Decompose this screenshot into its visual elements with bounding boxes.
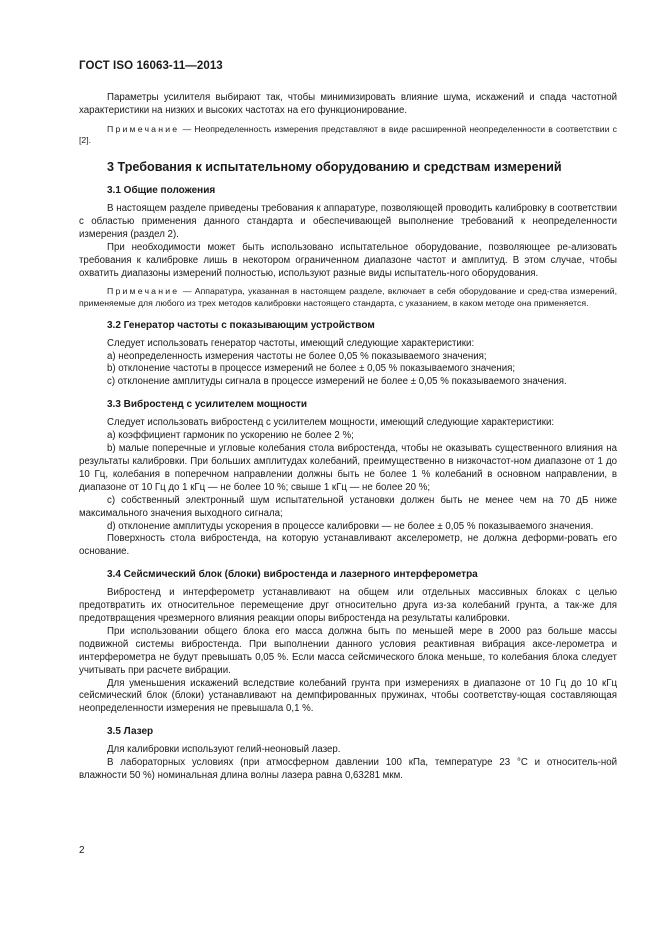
s32-paragraph-1: Следует использовать генератор частоты, имеющий следующие характеристики: (107, 337, 475, 349)
s32-item-c: c) отклонение амплитуды сигнала в процессе измерений не более ± 0,05 % показываемого значения. (107, 376, 567, 388)
s32-item-b: b) отклонение частоты в процессе измерений не более ± 0,05 % показываемого значения; (107, 363, 516, 375)
s33-item-d: d) отклонение амплитуды ускорения в процессе калибровки — не более ± 0,05 % показываемого значения. (107, 520, 594, 532)
s34-paragraph-1: Вибростенд и интерферометр устанавливают на общем или отдельных массивных блоках с целью предотвратить их относительное перемещение друг относительно друга из-за колебаний грунта, а так-же для предотвращения чрезмерного влияния реакции опоры вибростенда на результаты калибровки. (79, 587, 617, 625)
s34-paragraph-3: Для уменьшения искажений вследствие колебаний грунта при измерениях в диапазоне от 10 Гц до 10 кГц сейсмический блок (блоки) устанавливают на демпфированных пружинах, чтобы соответству-ющая составляющая неопределенности измерения не превышала 0,1 %. (79, 677, 617, 715)
s33-paragraph-2: Поверхность стола вибростенда, на которую устанавливают акселерометр, не должна деформи-ровать его основание. (79, 533, 617, 558)
s31-note (79, 286, 617, 309)
intro-paragraph: Параметры усилителя выбирают так, чтобы минимизировать влияние шума, искажений и спада частотной характеристики на низких и высоких частотах на его функционирование. (79, 92, 617, 116)
note-text: — Неопределенность измерения представляют в виде расширенной неопределенности в соответствии с [2]. (79, 123, 617, 146)
note-text: — Аппаратура, указанная в настоящем разделе, включает в себя оборудование и сред-ства измерений, применяемые для любого из трех методов калибровки настоящего стандарта, с указанием, в каком методе она применяется. (79, 286, 617, 309)
s31-paragraph-1: В настоящем разделе приведены требования к аппаратуре, позволяющей проводить калибровку в соответствии с областью применения данного стандарта и обеспечивающей выполнение требований к неопределенности измерения (раздел 2). (79, 203, 617, 240)
note-label: Примечание (107, 286, 180, 297)
s31-paragraph-2: При необходимости может быть использовано испытательное оборудование, позволяющее ре-ализовать требования к калибровке лишь в некотором ограниченном диапазоне частот и амплитуд. В этом случае, чтобы охватить диапазоны измерений полностью, используют разные виды испытатель-ного оборудования. (79, 241, 617, 279)
section-3-4-title: 3.4 Сейсмический блок (блоки) вибростенда и лазерного интерферометра (107, 569, 478, 581)
section-3-1-title: 3.1 Общие положения (107, 185, 216, 196)
document-body (79, 92, 617, 783)
s34-paragraph-2: При использовании общего блока его масса должна быть по меньшей мере в 2000 раз больше массы подвижной системы вибростенда. При выполнении данного условия реактивная вибрация аксе-лерометра и интерферометра не будут превышать 0,05 %. Если масса сейсмического блока меньше, то колебания блока следует учитывать при расчете вибрации. (79, 625, 617, 676)
page-number: 2 (79, 845, 85, 856)
s33-item-b: b) малые поперечные и угловые колебания стола вибростенда, чтобы не оказывать существенного влияния на результаты калибровки. При больших амплитудах колебаний, преимущественно в низкочастот-ном диапазоне от 1 до 10 Гц, колебания в поперечном направлении должны быть не более 1 % колебаний в основном направлении, в диапазоне от 10 Гц до 1 кГц — не более 10 %; свыше 1 кГц — не более 20 %; (79, 443, 617, 493)
section-3-3-title: 3.3 Вибростенд с усилителем мощности (107, 399, 308, 411)
s35-paragraph-2: В лабораторных условиях (при атмосферном давлении 100 кПа, температуре 23 °С и относитель-ной влажности 50 %) номинальная длина волны лазера равна 0,63281 мкм. (79, 757, 617, 782)
s35-paragraph-1: Для калибровки используют гелий-неоновый лазер. (107, 744, 341, 756)
s33-paragraph-1: Следует использовать вибростенд с усилителем мощности, имеющий следующие характеристики: (107, 417, 555, 429)
s33-item-a: a) коэффициент гармоник по ускорению не более 2 %; (107, 430, 354, 442)
s33-item-c: c) собственный электронный шум испытательной установки должен быть не менее чем на 70 дБ ниже максимального значения выходного сигнала; (79, 494, 617, 519)
section-3-2-title: 3.2 Генератор частоты с показывающим устройством (107, 319, 375, 331)
s32-item-a: a) неопределенность измерения частоты не более 0,05 % показываемого значения; (107, 350, 487, 362)
intro-note (79, 124, 617, 147)
note-label: Примечание (107, 123, 180, 134)
section-3-title: 3 Требования к испытательному оборудованию и средствам измерений (107, 160, 562, 174)
section-3-5-title: 3.5 Лазер (107, 726, 154, 738)
document-header: ГОСТ ISO 16063-11—2013 (79, 60, 223, 72)
